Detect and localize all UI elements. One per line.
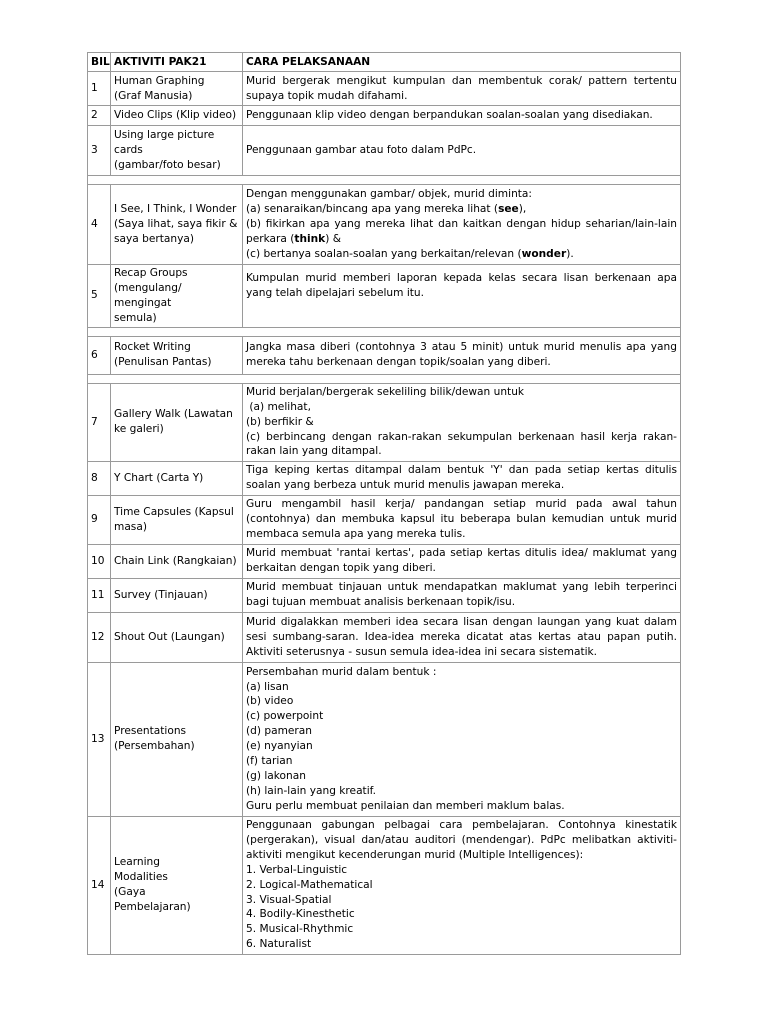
table-row — [88, 383, 681, 461]
row-number: 10 — [88, 544, 111, 578]
activity-line: (Graf Manusia) — [114, 89, 193, 102]
header-bil: BIL — [88, 53, 111, 72]
method-cell: Penggunaan gambar atau foto dalam PdPc. — [243, 126, 681, 176]
activity-line: ke galeri) — [114, 423, 164, 436]
table-row — [88, 126, 681, 176]
method-line: (b) berfikir & — [246, 415, 314, 428]
method-line: (a) lisan — [246, 680, 289, 693]
activity-line: Time Capsules (Kapsul — [114, 505, 234, 518]
method-cell: Tiga keping kertas ditampal dalam bentuk 'Y' dan pada setiap kertas ditulis soalan yang berbeza untuk murid menulis jawapan mereka. — [243, 461, 681, 495]
method-line: (b) video — [246, 695, 294, 708]
activity-line: saya bertanya) — [114, 232, 194, 245]
activity-line: masa) — [114, 520, 147, 533]
activity-cell — [111, 185, 243, 265]
method-line: (f) tarian — [246, 755, 293, 768]
row-number: 5 — [88, 265, 111, 328]
method-line: (h) lain-lain yang kreatif. — [246, 784, 376, 797]
method-line: (a) melihat, — [246, 400, 311, 413]
method-line: 1. Verbal-Linguistic — [246, 863, 348, 876]
activity-line: Gallery Walk (Lawatan — [114, 408, 233, 421]
activity-line: Recap Groups — [114, 267, 188, 279]
method-line: Penggunaan gabungan pelbagai cara pembelajaran. Contohnya kinestatik (pergerakan), visual dan/atau auditori (mendengar). PdPc melibatkan aktiviti-aktiviti mengikut kecenderungan murid (Multiple Intelligences): — [246, 819, 677, 861]
activity-line: (Saya lihat, saya fikir & — [114, 218, 238, 231]
method-cell: Murid membuat 'rantai kertas', pada setiap kertas ditulis idea/ maklumat yang berkaitan dengan topik yang diberi. — [243, 544, 681, 578]
table-row — [88, 544, 681, 578]
activity-line: (Penulisan Pantas) — [114, 356, 212, 369]
method-cell: Kumpulan murid memberi laporan kepada kelas secara lisan berkenaan apa yang telah dipelajari sebelum itu. — [243, 265, 681, 328]
table-row — [88, 578, 681, 612]
method-line: 6. Naturalist — [246, 938, 312, 951]
row-number: 8 — [88, 461, 111, 495]
method-cell — [243, 662, 681, 816]
table-row — [88, 336, 681, 374]
row-number: 12 — [88, 612, 111, 662]
method-line: (e) nyanyian — [246, 740, 313, 753]
row-number: 2 — [88, 106, 111, 126]
activity-line: semula) — [114, 311, 157, 324]
activity-cell — [111, 72, 243, 106]
activity-line: (Gaya — [114, 886, 146, 899]
activity-cell — [111, 816, 243, 954]
method-line: Guru perlu membuat penilaian dan memberi maklum balas. — [246, 799, 565, 812]
method-cell — [243, 383, 681, 461]
method-line: 3. Visual-Spatial — [246, 893, 332, 906]
table-row — [88, 662, 681, 816]
activity-line: Presentations — [114, 725, 187, 738]
row-spacer — [88, 374, 681, 383]
row-number: 11 — [88, 578, 111, 612]
method-line: (g) lakonan — [246, 769, 306, 782]
table-row — [88, 495, 681, 544]
header-method: CARA PELAKSANAAN — [243, 53, 681, 72]
table-row — [88, 106, 681, 126]
table-row — [88, 265, 681, 328]
activity-line: Modalities — [114, 871, 168, 884]
table-header-row — [88, 53, 681, 72]
activity-line: (gambar/foto besar) — [114, 158, 221, 171]
method-line: Murid berjalan/bergerak sekeliling bilik/dewan untuk — [246, 385, 525, 398]
activity-cell: Y Chart (Carta Y) — [111, 461, 243, 495]
method-cell: Murid digalakkan memberi idea secara lisan dengan laungan yang kuat dalam sesi sumbang-saran. Idea-idea mereka dicatat atas kertas atau papan putih. Aktiviti seterusnya - susun semula idea-idea ini secara sistematik. — [243, 612, 681, 662]
row-spacer — [88, 327, 681, 336]
pak21-document — [87, 52, 680, 955]
activity-cell — [111, 383, 243, 461]
method-line: (c) powerpoint — [246, 710, 324, 723]
method-cell — [243, 816, 681, 954]
activity-line: Using large picture cards — [114, 129, 215, 157]
table-row — [88, 72, 681, 106]
method-cell — [243, 185, 681, 265]
activity-line: Rocket Writing — [114, 341, 191, 354]
method-line: (c) bertanya soalan-soalan yang berkaitan/relevan (wonder). — [246, 247, 574, 260]
activity-line: Human Graphing — [114, 74, 205, 87]
row-number: 6 — [88, 336, 111, 374]
activity-cell: Video Clips (Klip video) — [111, 106, 243, 126]
activity-line: (Persembahan) — [114, 740, 195, 753]
method-line: (b) fikirkan apa yang mereka lihat dan kaitkan dengan hidup seharian/lain-lain perkara (think) & — [246, 218, 677, 245]
activity-cell — [111, 336, 243, 374]
activity-cell: Shout Out (Laungan) — [111, 612, 243, 662]
activity-line: (mengulang/ mengingat — [114, 281, 182, 309]
row-number: 1 — [88, 72, 111, 106]
method-cell: Murid bergerak mengikut kumpulan dan membentuk corak/ pattern tertentu supaya topik mudah difahami. — [243, 72, 681, 106]
table-row — [88, 461, 681, 495]
method-cell: Jangka masa diberi (contohnya 3 atau 5 minit) untuk murid menulis apa yang mereka tahu berkenaan dengan topik/soalan yang diberi. — [243, 336, 681, 374]
method-line: 2. Logical-Mathematical — [246, 878, 373, 891]
row-number: 7 — [88, 383, 111, 461]
table-row — [88, 185, 681, 265]
table-row — [88, 612, 681, 662]
method-line: Persembahan murid dalam bentuk : — [246, 665, 437, 678]
row-number: 3 — [88, 126, 111, 176]
method-line: 4. Bodily-Kinesthetic — [246, 908, 355, 921]
row-number: 4 — [88, 185, 111, 265]
row-number: 14 — [88, 816, 111, 954]
method-line: 5. Musical-Rhythmic — [246, 923, 354, 936]
activity-cell: Survey (Tinjauan) — [111, 578, 243, 612]
activity-cell — [111, 265, 243, 328]
method-line: (a) senaraikan/bincang apa yang mereka lihat (see), — [246, 203, 527, 216]
header-activity: AKTIVITI PAK21 — [111, 53, 243, 72]
pak21-activity-table — [87, 52, 681, 955]
activity-line: I See, I Think, I Wonder — [114, 203, 237, 216]
row-spacer — [88, 176, 681, 185]
method-cell: Murid membuat tinjauan untuk mendapatkan maklumat yang lebih terperinci bagi tujuan membuat analisis berkenaan topik/isu. — [243, 578, 681, 612]
activity-cell — [111, 495, 243, 544]
row-number: 13 — [88, 662, 111, 816]
method-line: (c) berbincang dengan rakan-rakan sekumpulan berkenaan hasil kerja rakan-rakan lain yang ditampal. — [246, 430, 677, 458]
row-number: 9 — [88, 495, 111, 544]
table-row — [88, 816, 681, 954]
activity-line: Learning — [114, 856, 160, 869]
method-line: (d) pameran — [246, 725, 312, 738]
activity-cell — [111, 662, 243, 816]
activity-line: Pembelajaran) — [114, 901, 191, 914]
activity-cell — [111, 126, 243, 176]
activity-cell: Chain Link (Rangkaian) — [111, 544, 243, 578]
method-cell: Guru mengambil hasil kerja/ pandangan setiap murid pada awal tahun (contohnya) dan membuka kapsul itu beberapa bulan kemudian untuk murid membaca semula apa yang mereka tulis. — [243, 495, 681, 544]
method-line: Dengan menggunakan gambar/ objek, murid diminta: — [246, 188, 532, 201]
method-cell: Penggunaan klip video dengan berpandukan soalan-soalan yang disediakan. — [243, 106, 681, 126]
